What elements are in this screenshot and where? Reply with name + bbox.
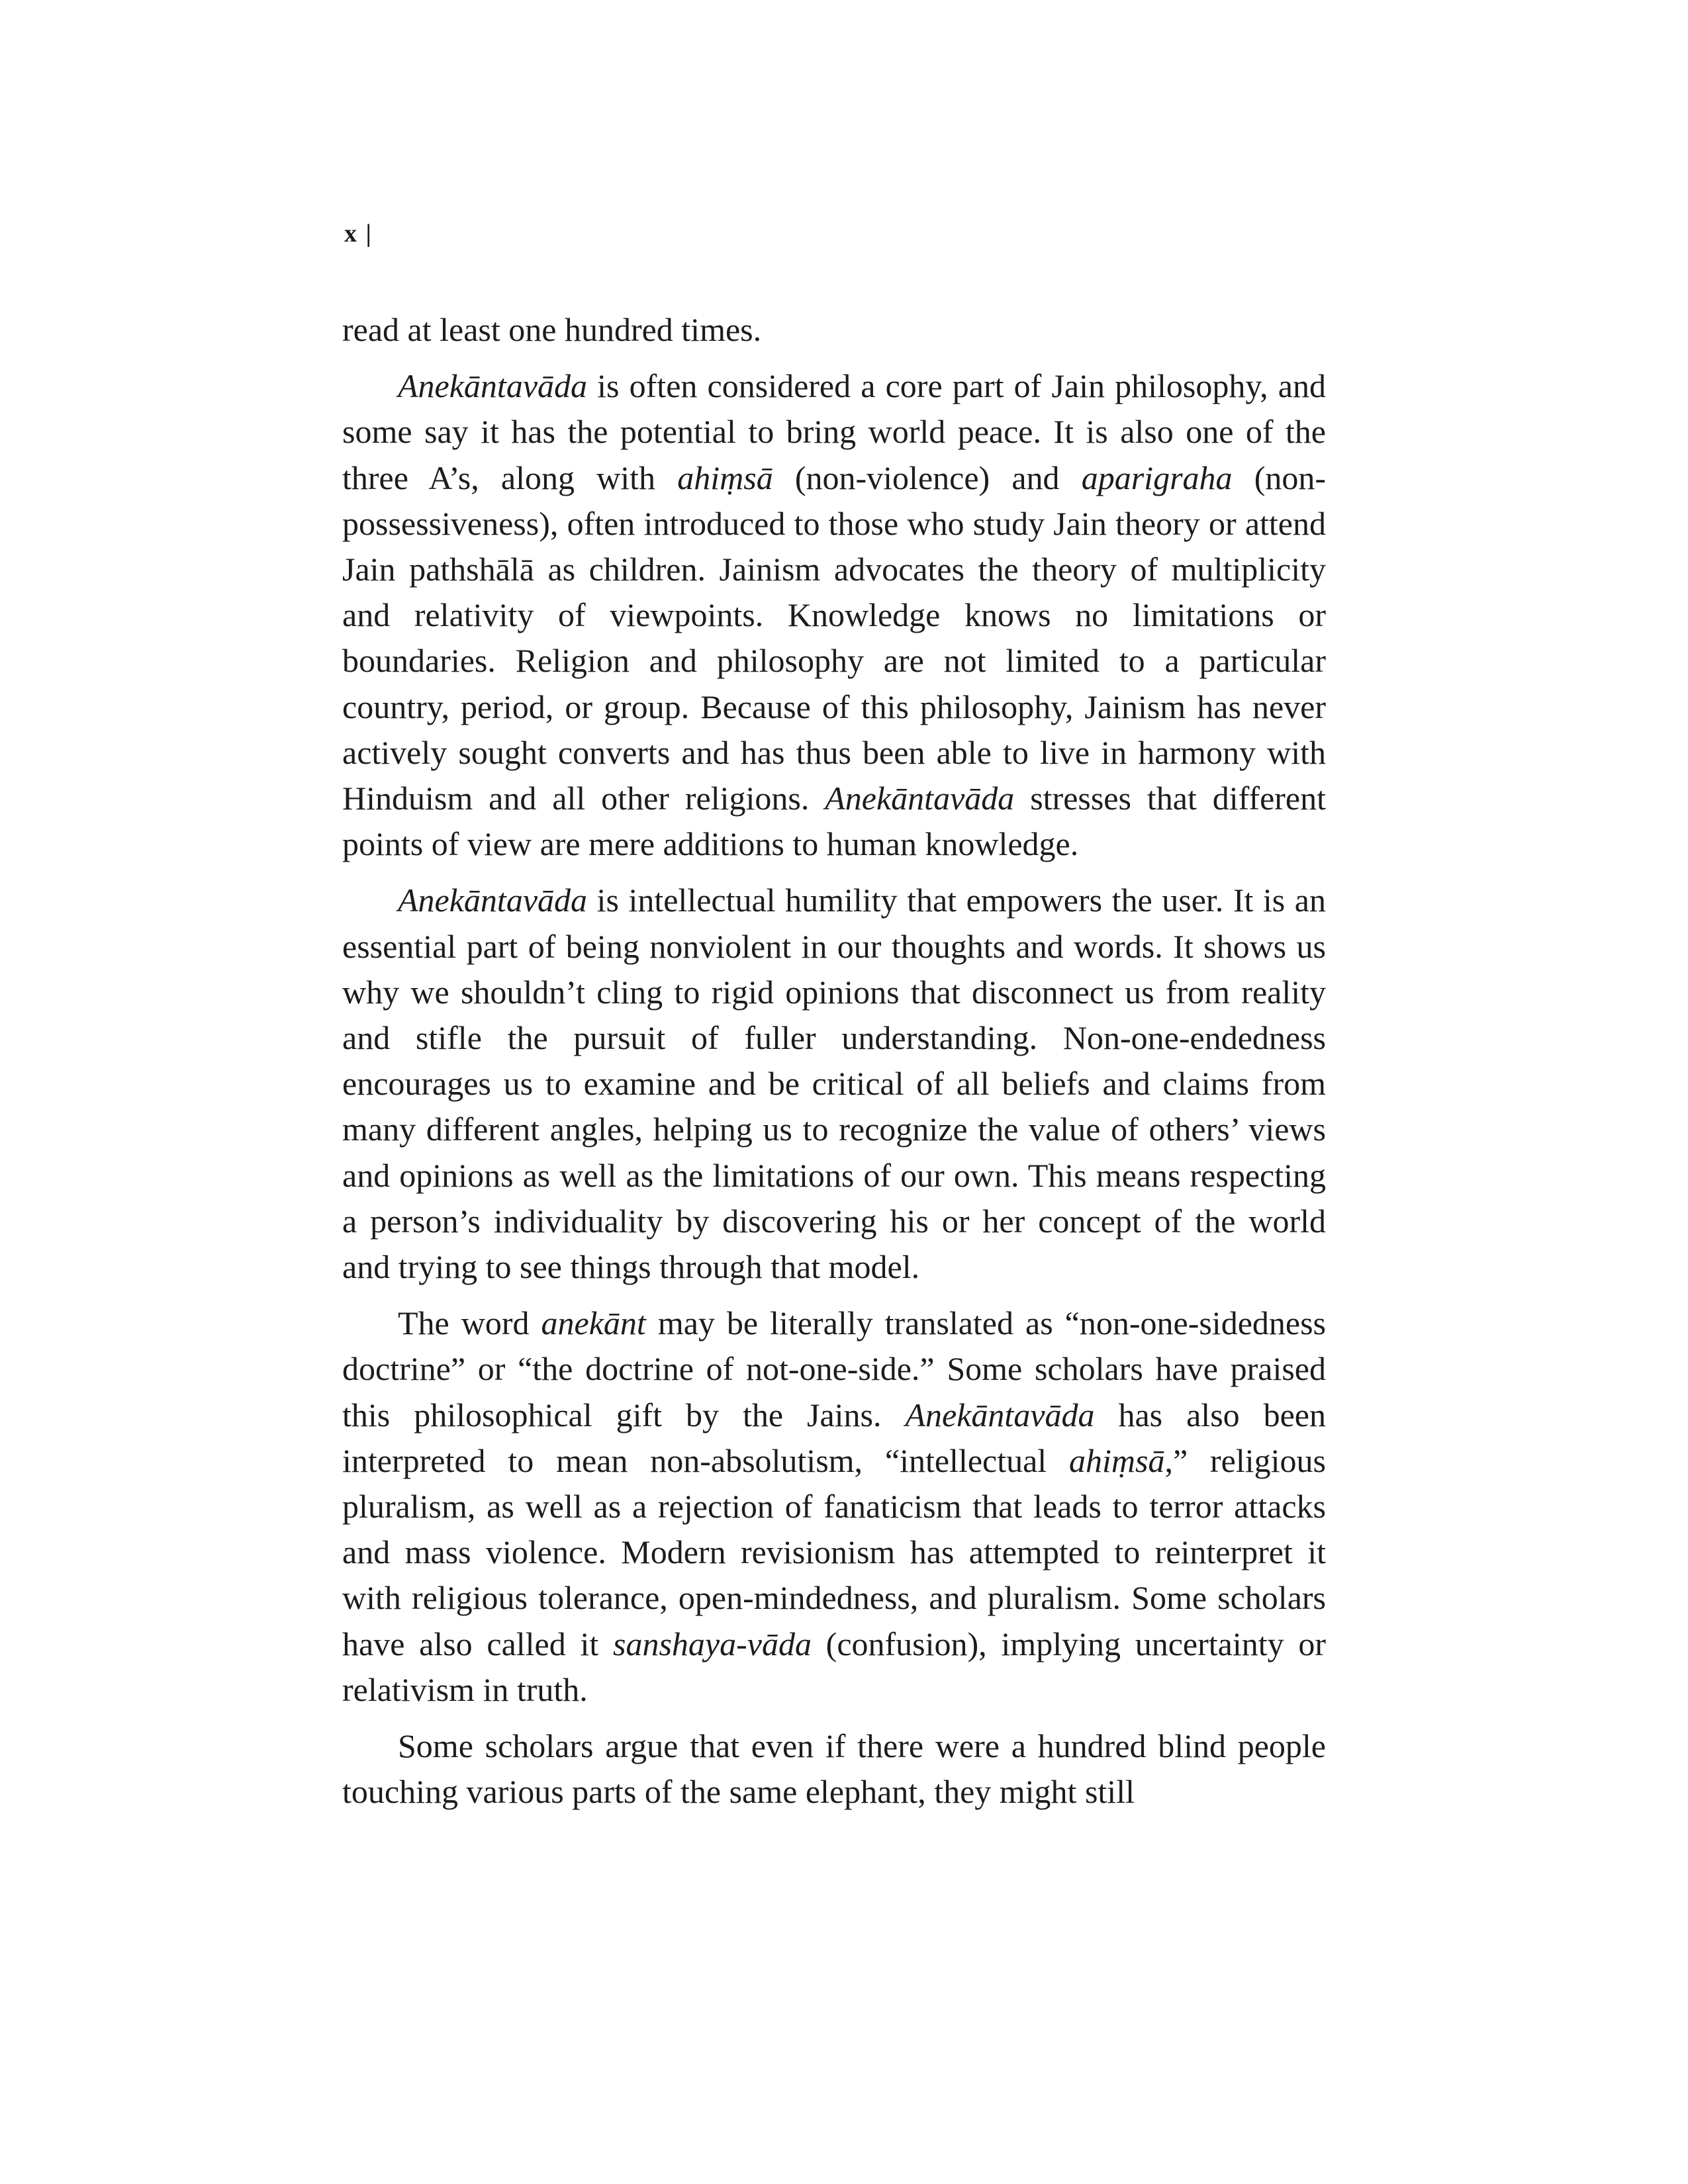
italic-term: Anekāntavāda bbox=[398, 882, 588, 919]
text-run: may be literally translated as “non-one-sidedness doctrine” or “the doctrine of not-one-side.” Some scholars have praised this philosophical gift by the Jains. bbox=[342, 1304, 1326, 1433]
paragraph-blind-elephant: Some scholars argue that even if there were a hundred blind people touching various parts of the same elephant, they might still bbox=[342, 1727, 1326, 1811]
italic-term: Anekāntavāda bbox=[825, 780, 1015, 817]
page-number: x | bbox=[344, 220, 373, 248]
paragraph-intellectual-humility bbox=[342, 878, 1326, 1290]
italic-term: sanshaya-vāda bbox=[613, 1625, 812, 1662]
italic-term: ahiṃsā bbox=[677, 459, 773, 496]
italic-term: ahiṃsā bbox=[1069, 1441, 1165, 1479]
italic-term: Anekāntavāda bbox=[905, 1396, 1095, 1433]
italic-term: Anekāntavāda bbox=[398, 367, 588, 405]
paragraph-anekantavada-core bbox=[342, 363, 1326, 867]
paragraph-continuation: read at least one hundred times. bbox=[342, 311, 762, 348]
text-run: is often considered a core part of Jain philosophy, and some say it has the potential to bring world peace. It is also one of the three A’s, along with bbox=[342, 367, 1326, 496]
text-run: ,” religious pluralism, as well as a rejection of fanaticism that leads to terror attacks and mass violence. Modern revisionism has attempted to reinterpret it with religious tolerance, open-mindedness, and pluralism. Some scholars have also called it bbox=[342, 1441, 1327, 1662]
text-run: (confusion), implying uncertainty or relativism in truth. bbox=[342, 1625, 1326, 1708]
body-text bbox=[342, 307, 1326, 1826]
paragraph-word-anekant bbox=[342, 1300, 1326, 1713]
text-run: (non-violence) and bbox=[773, 459, 1082, 496]
text-run: is intellectual humility that empowers the user. It is an essential part of being nonviolent in our thoughts and words. It shows us why we shouldn’t cling to rigid opinions that disconnect us from reality and stifle the pursuit of fuller understanding. Non-one-endedness encourages us to examine and be critical of all beliefs and claims from many different angles, helping us to recognize the value of others’ views and opinions as well as the limitations of our own. This means respecting a person’s individuality by discovering his or her concept of the world and trying to see things through that model. bbox=[342, 882, 1326, 1286]
text-run: stresses that different points of view are mere additions to human knowledge. bbox=[342, 780, 1326, 863]
text-run: has also been interpreted to mean non-absolutism, “intellectual bbox=[342, 1396, 1327, 1479]
text-run: The word bbox=[398, 1304, 541, 1342]
text-run: (non-possessiveness), often introduced to those who study Jain theory or attend Jain pathshālā as children. Jainism advocates the theory of multiplicity and relativity of viewpoints. Knowledge knows no limitations or boundaries. Religion and philosophy are not limited to a particular country, period, or group. Because of this philosophy, Jainism has never actively sought converts and has thus been able to live in harmony with Hinduism and all other religions. bbox=[342, 459, 1326, 817]
italic-term: aparigraha bbox=[1081, 459, 1233, 496]
italic-term: anekānt bbox=[541, 1304, 646, 1342]
